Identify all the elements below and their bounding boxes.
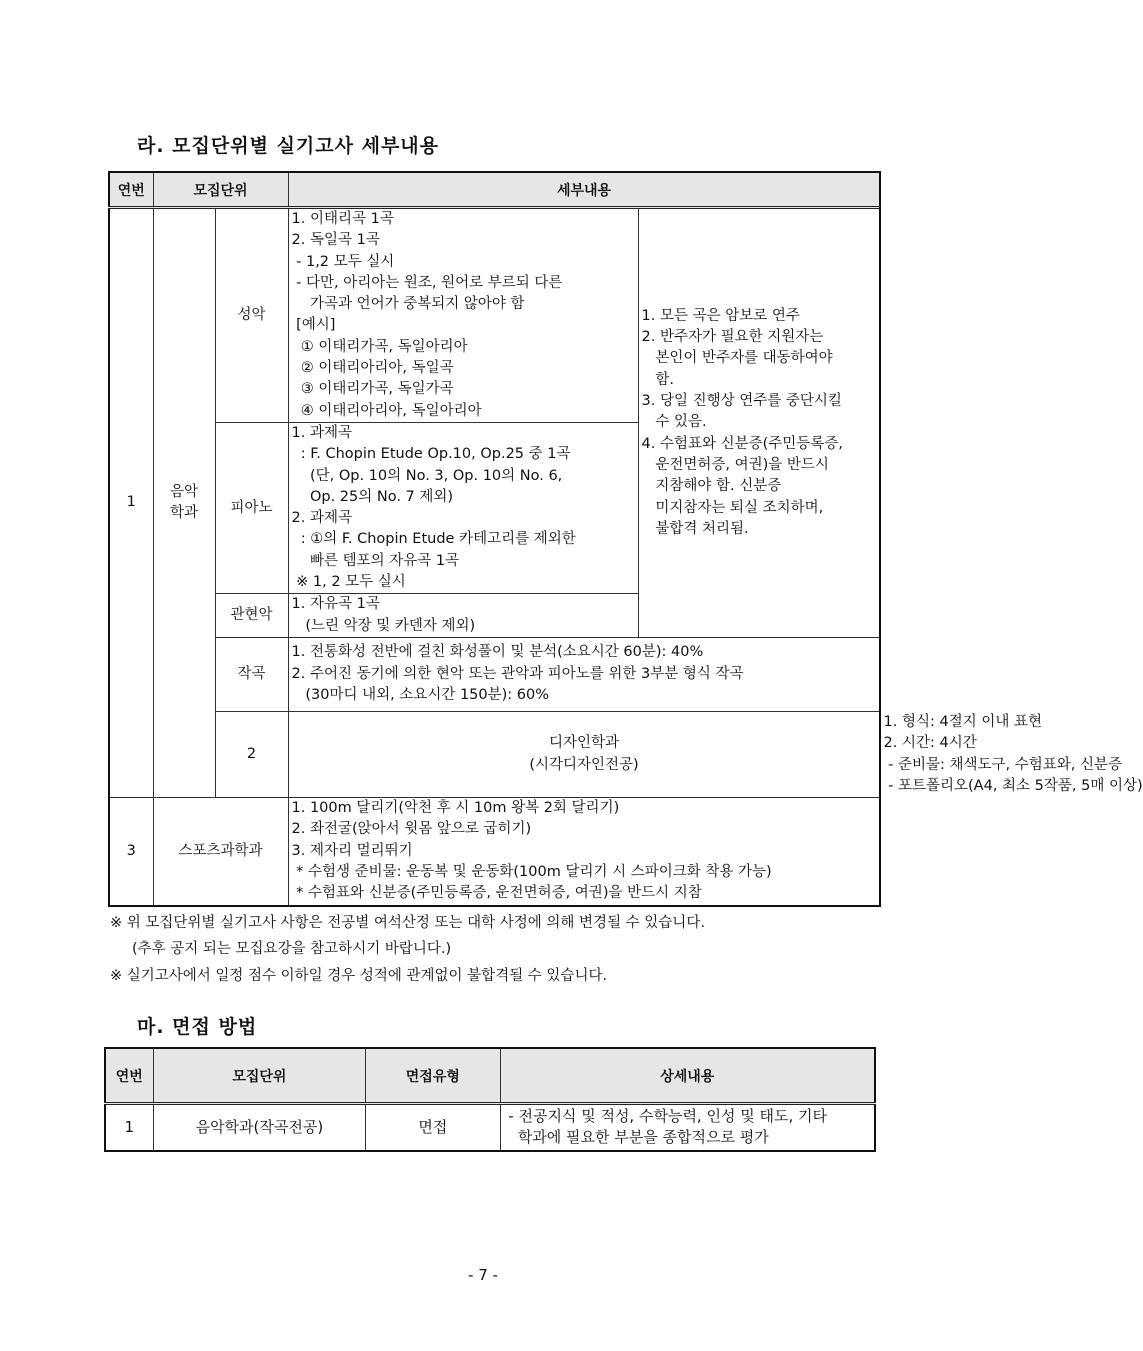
detail-line: 1. 100m 달리기(악천 후 시 10m 왕복 2회 달리기) (291, 800, 620, 817)
header-no: 연번 (105, 1048, 153, 1104)
detail-line: 가곡과 언어가 중복되지 않아야 함 (291, 296, 525, 313)
detail-line: ※ 1, 2 모두 실시 (291, 574, 406, 591)
detail-line: 4. 수험표와 신분증(주민등록증, (641, 435, 843, 452)
music-common-notes (638, 208, 880, 638)
detail-line: * 수험생 준비물: 운동복 및 운동화(100m 달리기 시 스파이크화 착용 가능) (291, 864, 772, 881)
practical-exam-table (108, 171, 1143, 907)
detail-line: * 수험표와 신분증(주민등록증, 운전면허증, 여권)을 반드시 지참 (291, 885, 702, 902)
detail-line: 1. 전통화성 전반에 걸친 화성풀이 및 분석(소요시간 60분): 40% (291, 644, 704, 661)
composition-details (288, 637, 880, 711)
detail-line: Op. 25의 No. 7 제외) (291, 488, 454, 505)
piano-details (288, 422, 638, 593)
detail-line: 운전면허증, 여권)을 반드시 (641, 456, 829, 473)
header-unit: 모집단위 (153, 1048, 366, 1104)
detail-line: 빠른 템포의 자유곡 1곡 (291, 552, 460, 569)
detail-line: : F. Chopin Etude Op.10, Op.25 중 1곡 (291, 446, 571, 463)
detail-line: - 전공지식 및 적성, 수학능력, 인성 및 태도, 기타 (503, 1106, 827, 1125)
table-row-design: 2 디자인학과 (시각디자인전공) 1. 형식: 4절지 이내 표현 2. 시간: 4시간 - 준비물: 채색도구, 수험표와, 신분증 - 포트폴리오(A4, 최소 5작품, 5매 이상) (109, 711, 880, 797)
detail-line: ④ 이태리아리아, 독일아리아 (291, 402, 482, 419)
header-detail: 세부내용 (288, 172, 880, 208)
major-voice: 성악 (215, 208, 288, 423)
detail-line: 2. 과제곡 (291, 510, 352, 527)
section-title-interview: 마. 면접 방법 (137, 1016, 258, 1038)
major-orchestra: 관현악 (215, 594, 288, 638)
page-number: - 7 - (468, 1266, 498, 1284)
detail-line: (30마디 내외, 소요시간 150분): 60% (291, 687, 550, 704)
table-row (105, 1104, 875, 1151)
detail-line: ② 이태리아리아, 독일곡 (291, 360, 454, 377)
header-type: 면접유형 (366, 1048, 500, 1104)
header-no: 연번 (109, 172, 153, 208)
detail-line: 함. (641, 371, 674, 388)
major-piano: 피아노 (215, 422, 288, 593)
sports-details (288, 798, 880, 906)
interview-table (104, 1047, 876, 1152)
table-row-composition (109, 637, 880, 711)
header-unit: 모집단위 (153, 172, 288, 208)
detail-line: 3. 당일 진행상 연주를 중단시킬 (641, 393, 842, 410)
detail-line: (느린 악장 및 카덴자 제외) (291, 617, 476, 634)
detail-line: 지참해야 함. 신분증 (641, 478, 782, 495)
note-change-notice: ※ 위 모집단위별 실기고사 사항은 전공별 여석산정 또는 대학 사정에 의해 변경될 수 있습니다. (110, 915, 705, 931)
detail-line: [예시] (291, 317, 336, 334)
orchestra-details (288, 594, 638, 638)
row-number-3: 3 (109, 798, 153, 906)
detail-line: - 1,2 모두 실시 (291, 253, 395, 270)
detail-line: 학과에 필요한 부분을 종합적으로 평가 (503, 1128, 769, 1147)
detail-line: 수 있음. (641, 414, 707, 431)
detail-line: 불합격 처리됨. (641, 520, 749, 537)
detail-line: - 다만, 아리아는 원조, 원어로 부르되 다른 (291, 274, 563, 291)
detail-line: 1. 과제곡 (291, 424, 352, 441)
table-row-voice (109, 208, 880, 423)
detail-line: 2. 반주자가 필요한 지원자는 (641, 329, 824, 346)
dept-music: 음악 학과 (153, 208, 215, 798)
detail-line: (단, Op. 10의 No. 3, Op. 10의 No. 6, (291, 467, 563, 484)
table-row-sports (109, 798, 880, 906)
interview-type-cell: 면접 (366, 1104, 500, 1151)
row-number: 1 (105, 1104, 153, 1151)
detail-line: 1. 모든 곡은 암보로 연주 (641, 307, 800, 324)
unit-cell: 음악학과(작곡전공) (153, 1104, 366, 1151)
note-fail-notice: ※ 실기고사에서 일정 점수 이하일 경우 성적에 관계없이 불합격될 수 있습니다. (110, 968, 608, 984)
detail-line: 2. 독일곡 1곡 (291, 232, 380, 249)
table-header-row (105, 1048, 875, 1104)
detail-line: 3. 제자리 멀리뛰기 (291, 842, 413, 859)
interview-detail-cell (500, 1104, 875, 1151)
voice-details (288, 208, 638, 423)
note-refer-guide: (추후 공지 되는 모집요강을 참고하시기 바랍니다.) (132, 941, 452, 957)
detail-line: 본인이 반주자를 대동하여야 (641, 350, 833, 367)
detail-line: ③ 이태리가곡, 독일가곡 (291, 381, 454, 398)
row-number-1: 1 (109, 208, 153, 798)
dept-sports: 스포츠과학과 (153, 798, 288, 906)
header-detail: 상세내용 (500, 1048, 875, 1104)
row-number-2: 2 (215, 711, 288, 797)
detail-line: : ①의 F. Chopin Etude 카테고리를 제외한 (291, 531, 576, 548)
section-title-practical-exam: 라. 모집단위별 실기고사 세부내용 (137, 135, 440, 157)
detail-line: 2. 주어진 동기에 의한 현악 또는 관악과 피아노를 위한 3부분 형식 작곡 (291, 665, 744, 682)
detail-line: 1. 자유곡 1곡 (291, 596, 380, 613)
detail-line: 2. 좌전굴(앉아서 윗몸 앞으로 굽히기) (291, 821, 532, 838)
table-header-row (109, 172, 880, 208)
detail-line: ① 이태리가곡, 독일아리아 (291, 338, 468, 355)
major-composition: 작곡 (215, 637, 288, 711)
dept-design: 디자인학과 (시각디자인전공) (288, 711, 880, 797)
detail-line: 미지참자는 퇴실 조치하며, (641, 499, 824, 516)
detail-line: 1. 이태리곡 1곡 (291, 211, 394, 227)
